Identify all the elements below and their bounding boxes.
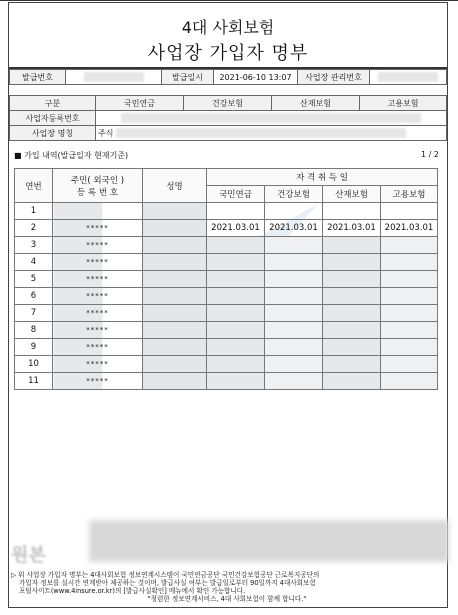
row-date: [381, 322, 438, 339]
row-date: [381, 339, 438, 356]
row-date: [207, 254, 265, 271]
top-rule: [0, 0, 458, 1]
table-row: [15, 356, 438, 373]
workplace-name-prefix: 주식: [98, 128, 114, 138]
document-title-line1: 4대 사회보험: [181, 18, 275, 37]
row-date: [265, 203, 323, 220]
row-date: [265, 373, 323, 390]
original-stamp: 원본: [11, 545, 46, 566]
row-date: [323, 203, 381, 220]
table-row: [15, 220, 438, 237]
row-date: [381, 271, 438, 288]
issue-date-value: 2021-06-10 13:07: [214, 70, 298, 85]
row-rrn: [53, 203, 143, 220]
col-header-pension: 국민연금: [207, 186, 265, 203]
row-date: [381, 237, 438, 254]
category-col-industrial: 산재보험: [272, 96, 360, 111]
row-date: [381, 288, 438, 305]
row-rrn: *****: [53, 339, 143, 356]
col-header-acquisition: 자 격 취 득 일: [207, 169, 438, 186]
row-name: [143, 254, 207, 271]
row-date: [265, 356, 323, 373]
row-date: [265, 254, 323, 271]
row-rrn: *****: [53, 356, 143, 373]
row-rrn: *****: [53, 322, 143, 339]
row-date: [265, 339, 323, 356]
row-no: 1: [15, 203, 53, 220]
row-date: [265, 322, 323, 339]
table-row: [15, 322, 438, 339]
row-name: [143, 373, 207, 390]
row-date: [323, 254, 381, 271]
category-col-employment: 고용보험: [360, 96, 447, 111]
table-row: [15, 237, 438, 254]
row-date: [323, 271, 381, 288]
row-date: 2021.03.01: [265, 220, 323, 237]
row-name: [143, 356, 207, 373]
row-date: [381, 254, 438, 271]
row-date: [323, 305, 381, 322]
row-date: [207, 339, 265, 356]
row-rrn: *****: [53, 220, 143, 237]
row-date: [323, 322, 381, 339]
row-no: 8: [15, 322, 53, 339]
row-date: [207, 305, 265, 322]
row-date: [207, 356, 265, 373]
issue-no-value: [66, 70, 162, 85]
row-date: [207, 288, 265, 305]
row-no: 10: [15, 356, 53, 373]
reg-no-value: [96, 111, 447, 126]
col-header-health: 건강보험: [265, 186, 323, 203]
page-indicator: 1 / 2: [421, 150, 439, 159]
table-row: [15, 373, 438, 390]
row-date: [323, 373, 381, 390]
row-no: 9: [15, 339, 53, 356]
row-date: [207, 237, 265, 254]
certificate-document: [8, 2, 448, 608]
col-header-no: 연번: [15, 169, 53, 203]
row-name: [143, 288, 207, 305]
row-rrn: *****: [53, 305, 143, 322]
row-name: [143, 220, 207, 237]
category-col-health: 건강보험: [184, 96, 272, 111]
table-row: [15, 339, 438, 356]
issue-no-label: 발급번호: [10, 70, 66, 85]
redacted-footer: [89, 520, 449, 562]
row-date: [265, 237, 323, 254]
col-header-rrn-line1: 주민( 외국인 ): [70, 175, 125, 186]
table-row: [15, 271, 438, 288]
table-row: [15, 288, 438, 305]
row-date: 2021.03.01: [381, 220, 438, 237]
category-label: 구분: [10, 96, 96, 111]
row-rrn: *****: [53, 237, 143, 254]
row-name: [143, 322, 207, 339]
row-date: [265, 288, 323, 305]
row-no: 7: [15, 305, 53, 322]
row-date: [381, 305, 438, 322]
document-title-line2: 사업장 가입자 명부: [147, 43, 309, 64]
row-date: [323, 288, 381, 305]
row-date: [381, 356, 438, 373]
row-name: [143, 305, 207, 322]
mgmt-no-label: 사업장 관리번호: [298, 70, 370, 85]
enrollment-table: [14, 168, 438, 390]
row-date: [323, 237, 381, 254]
row-date: [265, 271, 323, 288]
row-date: [207, 203, 265, 220]
row-name: [143, 339, 207, 356]
notice-line3: 포털사이트(www.4insure.or.kr)의 [발급사실확인] 메뉴에서 확인 가능합니다.: [19, 587, 246, 595]
row-date: [265, 305, 323, 322]
row-rrn: *****: [53, 373, 143, 390]
notice-text: [11, 571, 443, 603]
issue-info-table: [9, 69, 447, 85]
row-rrn: *****: [53, 254, 143, 271]
notice-line1: ▷ 위 사업장 가입자 명부는 4대사회보험 정보연계시스템이 국민연금공단 국민건강보험공단 근로복지공단의: [11, 571, 320, 579]
row-no: 3: [15, 237, 53, 254]
row-name: [143, 203, 207, 220]
col-header-rrn-line2: 등 록 번 호: [77, 187, 118, 198]
mgmt-no-value: [370, 70, 447, 85]
table-row: [15, 305, 438, 322]
row-date: [381, 373, 438, 390]
row-date: [381, 203, 438, 220]
row-date: [207, 373, 265, 390]
col-header-industrial: 산재보험: [323, 186, 381, 203]
workplace-info-table: [9, 95, 447, 141]
row-name: [143, 271, 207, 288]
row-no: 6: [15, 288, 53, 305]
category-col-pension: 국민연금: [96, 96, 184, 111]
workplace-name-value: [96, 126, 447, 141]
row-rrn: *****: [53, 271, 143, 288]
row-no: 5: [15, 271, 53, 288]
col-header-name: 성명: [143, 169, 207, 203]
row-no: 4: [15, 254, 53, 271]
issue-date-label: 발급일시: [162, 70, 214, 85]
reg-no-label: 사업자등록번호: [10, 111, 96, 126]
col-header-rrn: [53, 169, 143, 203]
row-date: [207, 322, 265, 339]
col-header-employment: 고용보험: [381, 186, 438, 203]
row-no: 11: [15, 373, 53, 390]
notice-line4: "청렴한 정보연계서비스, 4대 사회보험이 함께 합니다.": [147, 595, 307, 603]
row-date: 2021.03.01: [207, 220, 265, 237]
workplace-name-label: 사업장 명칭: [10, 126, 96, 141]
table-row: [15, 203, 438, 220]
row-date: [323, 356, 381, 373]
row-rrn: *****: [53, 288, 143, 305]
section-title: ■ 가입 내역(발급일자 현재기준): [14, 151, 129, 160]
row-name: [143, 237, 207, 254]
row-date: [207, 271, 265, 288]
row-date: [323, 339, 381, 356]
table-row: [15, 254, 438, 271]
row-no: 2: [15, 220, 53, 237]
notice-line2: 가입자 정보를 실시간 연계받아 제공하는 것이며, 발급사실 여부는 발급일로부터 90일까지 4대사회보험: [19, 579, 316, 587]
row-date: 2021.03.01: [323, 220, 381, 237]
